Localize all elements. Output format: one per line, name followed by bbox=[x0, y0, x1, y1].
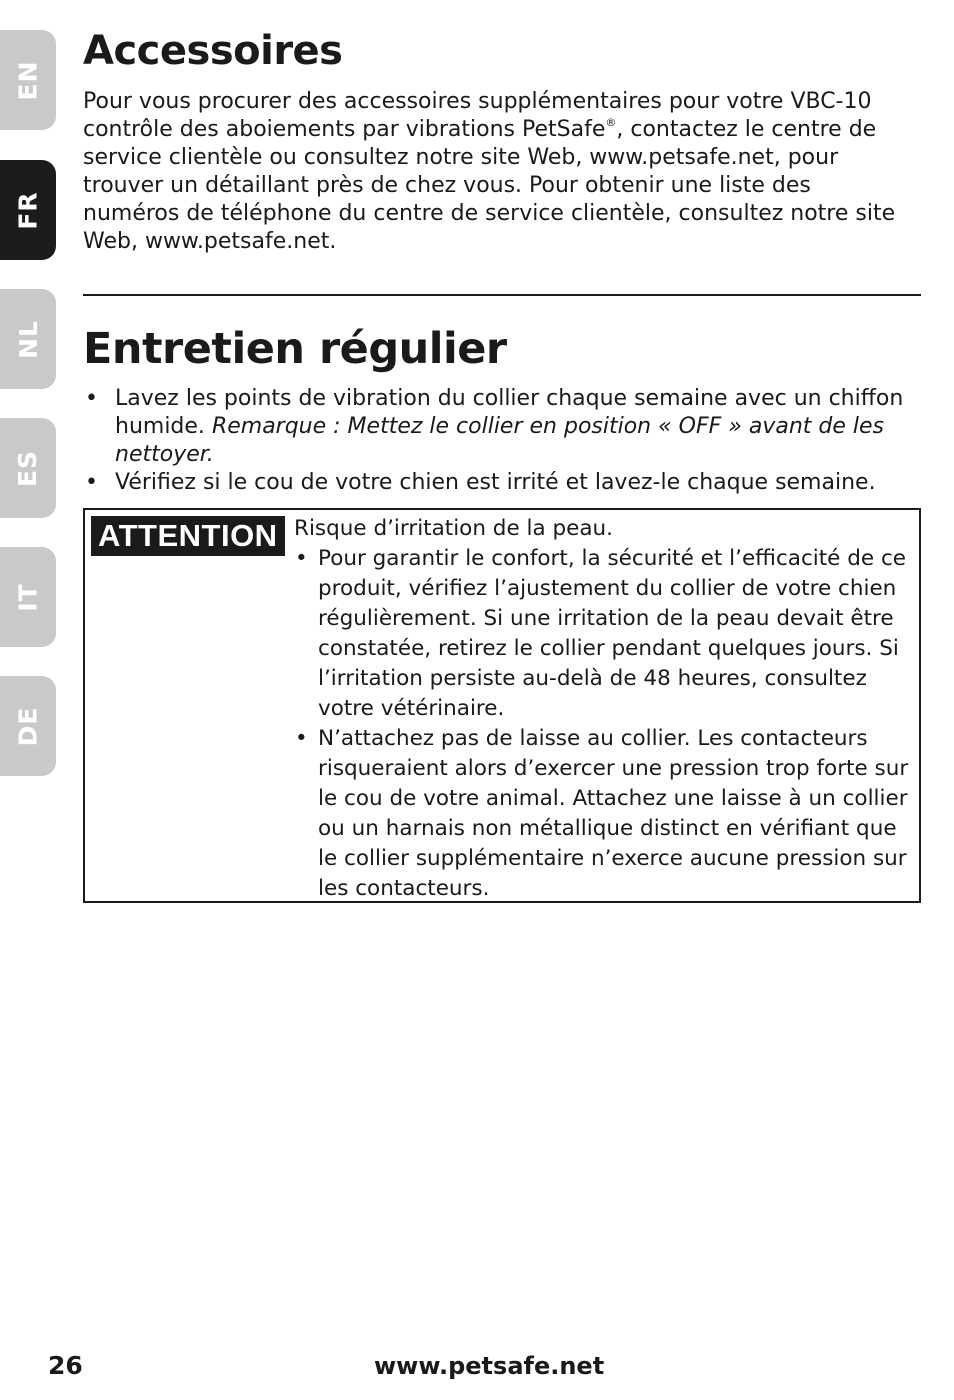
accessories-title: Accessoires bbox=[83, 28, 343, 74]
attention-label: ATTENTION bbox=[91, 516, 285, 556]
attention-item: • Pour garantir le confort, la sécurité et l’efficacité de ce produit, vérifiez l’ajustement du collier de votre chien régulièrement. Si une irritation de la peau devait être constatée, retirez le collier pendant quelques jours. Si l’irritation persiste au-delà de 48 heures, consultez votre vétérinaire. bbox=[294, 544, 919, 724]
tab-fr[interactable] bbox=[0, 160, 56, 260]
attention-list bbox=[294, 544, 919, 904]
maintenance-bullet bbox=[83, 469, 908, 497]
bullet-text: Vérifiez si le cou de votre chien est irrité et lavez-le chaque semaine. bbox=[115, 470, 876, 495]
attention-item: • N’attachez pas de laisse au collier. Les contacteurs risqueraient alors d’exercer une pression trop forte sur le cou de votre animal. Attachez une laisse à un collier ou un harnais non métallique distinct en vérifiant que le collier supplémentaire n’exerce aucune pression sur les contacteurs. bbox=[294, 724, 919, 904]
tab-en[interactable] bbox=[0, 30, 56, 130]
attention-heading: Risque d’irritation de la peau. bbox=[294, 516, 614, 541]
section-divider bbox=[83, 294, 921, 296]
tab-fr-label: FR bbox=[13, 190, 43, 230]
registered-mark: ® bbox=[605, 116, 617, 129]
accessories-paragraph bbox=[83, 88, 908, 256]
tab-it-label: IT bbox=[13, 582, 43, 612]
bullet-text: Lavez les points de vibration du collier chaque semaine avec un chiffon humide. bbox=[115, 386, 904, 439]
maintenance-title: Entretien régulier bbox=[83, 324, 507, 374]
tab-de-label: DE bbox=[13, 706, 43, 746]
tab-it[interactable] bbox=[0, 547, 56, 647]
maintenance-bullet bbox=[83, 385, 908, 469]
tab-nl[interactable] bbox=[0, 289, 56, 389]
tab-en-label: EN bbox=[13, 59, 43, 101]
maintenance-list bbox=[83, 385, 908, 497]
tab-de[interactable] bbox=[0, 676, 56, 776]
tab-nl-label: NL bbox=[13, 319, 43, 359]
tab-es[interactable] bbox=[0, 418, 56, 518]
accessories-text-part1: Pour vous procurer des accessoires supplémentaires pour votre VBC-10 contrôle des aboiements par vibrations PetSafe bbox=[83, 89, 872, 142]
accessories-text-part2: , contactez le centre de service clientèle ou consultez notre site Web, www.petsafe.net, pour trouver un détaillant près de chez vous. Pour obtenir une liste des numéros de téléphone du centre de service clientèle, consultez notre site Web, www.petsafe.net. bbox=[83, 117, 896, 254]
tab-es-label: ES bbox=[13, 449, 43, 487]
footer-url: www.petsafe.net bbox=[374, 1352, 605, 1380]
attention-body bbox=[294, 514, 919, 904]
bullet-note: Remarque : Mettez le collier en position « OFF » avant de les nettoyer. bbox=[115, 414, 885, 467]
attention-box bbox=[83, 508, 921, 903]
page-number: 26 bbox=[48, 1351, 83, 1380]
